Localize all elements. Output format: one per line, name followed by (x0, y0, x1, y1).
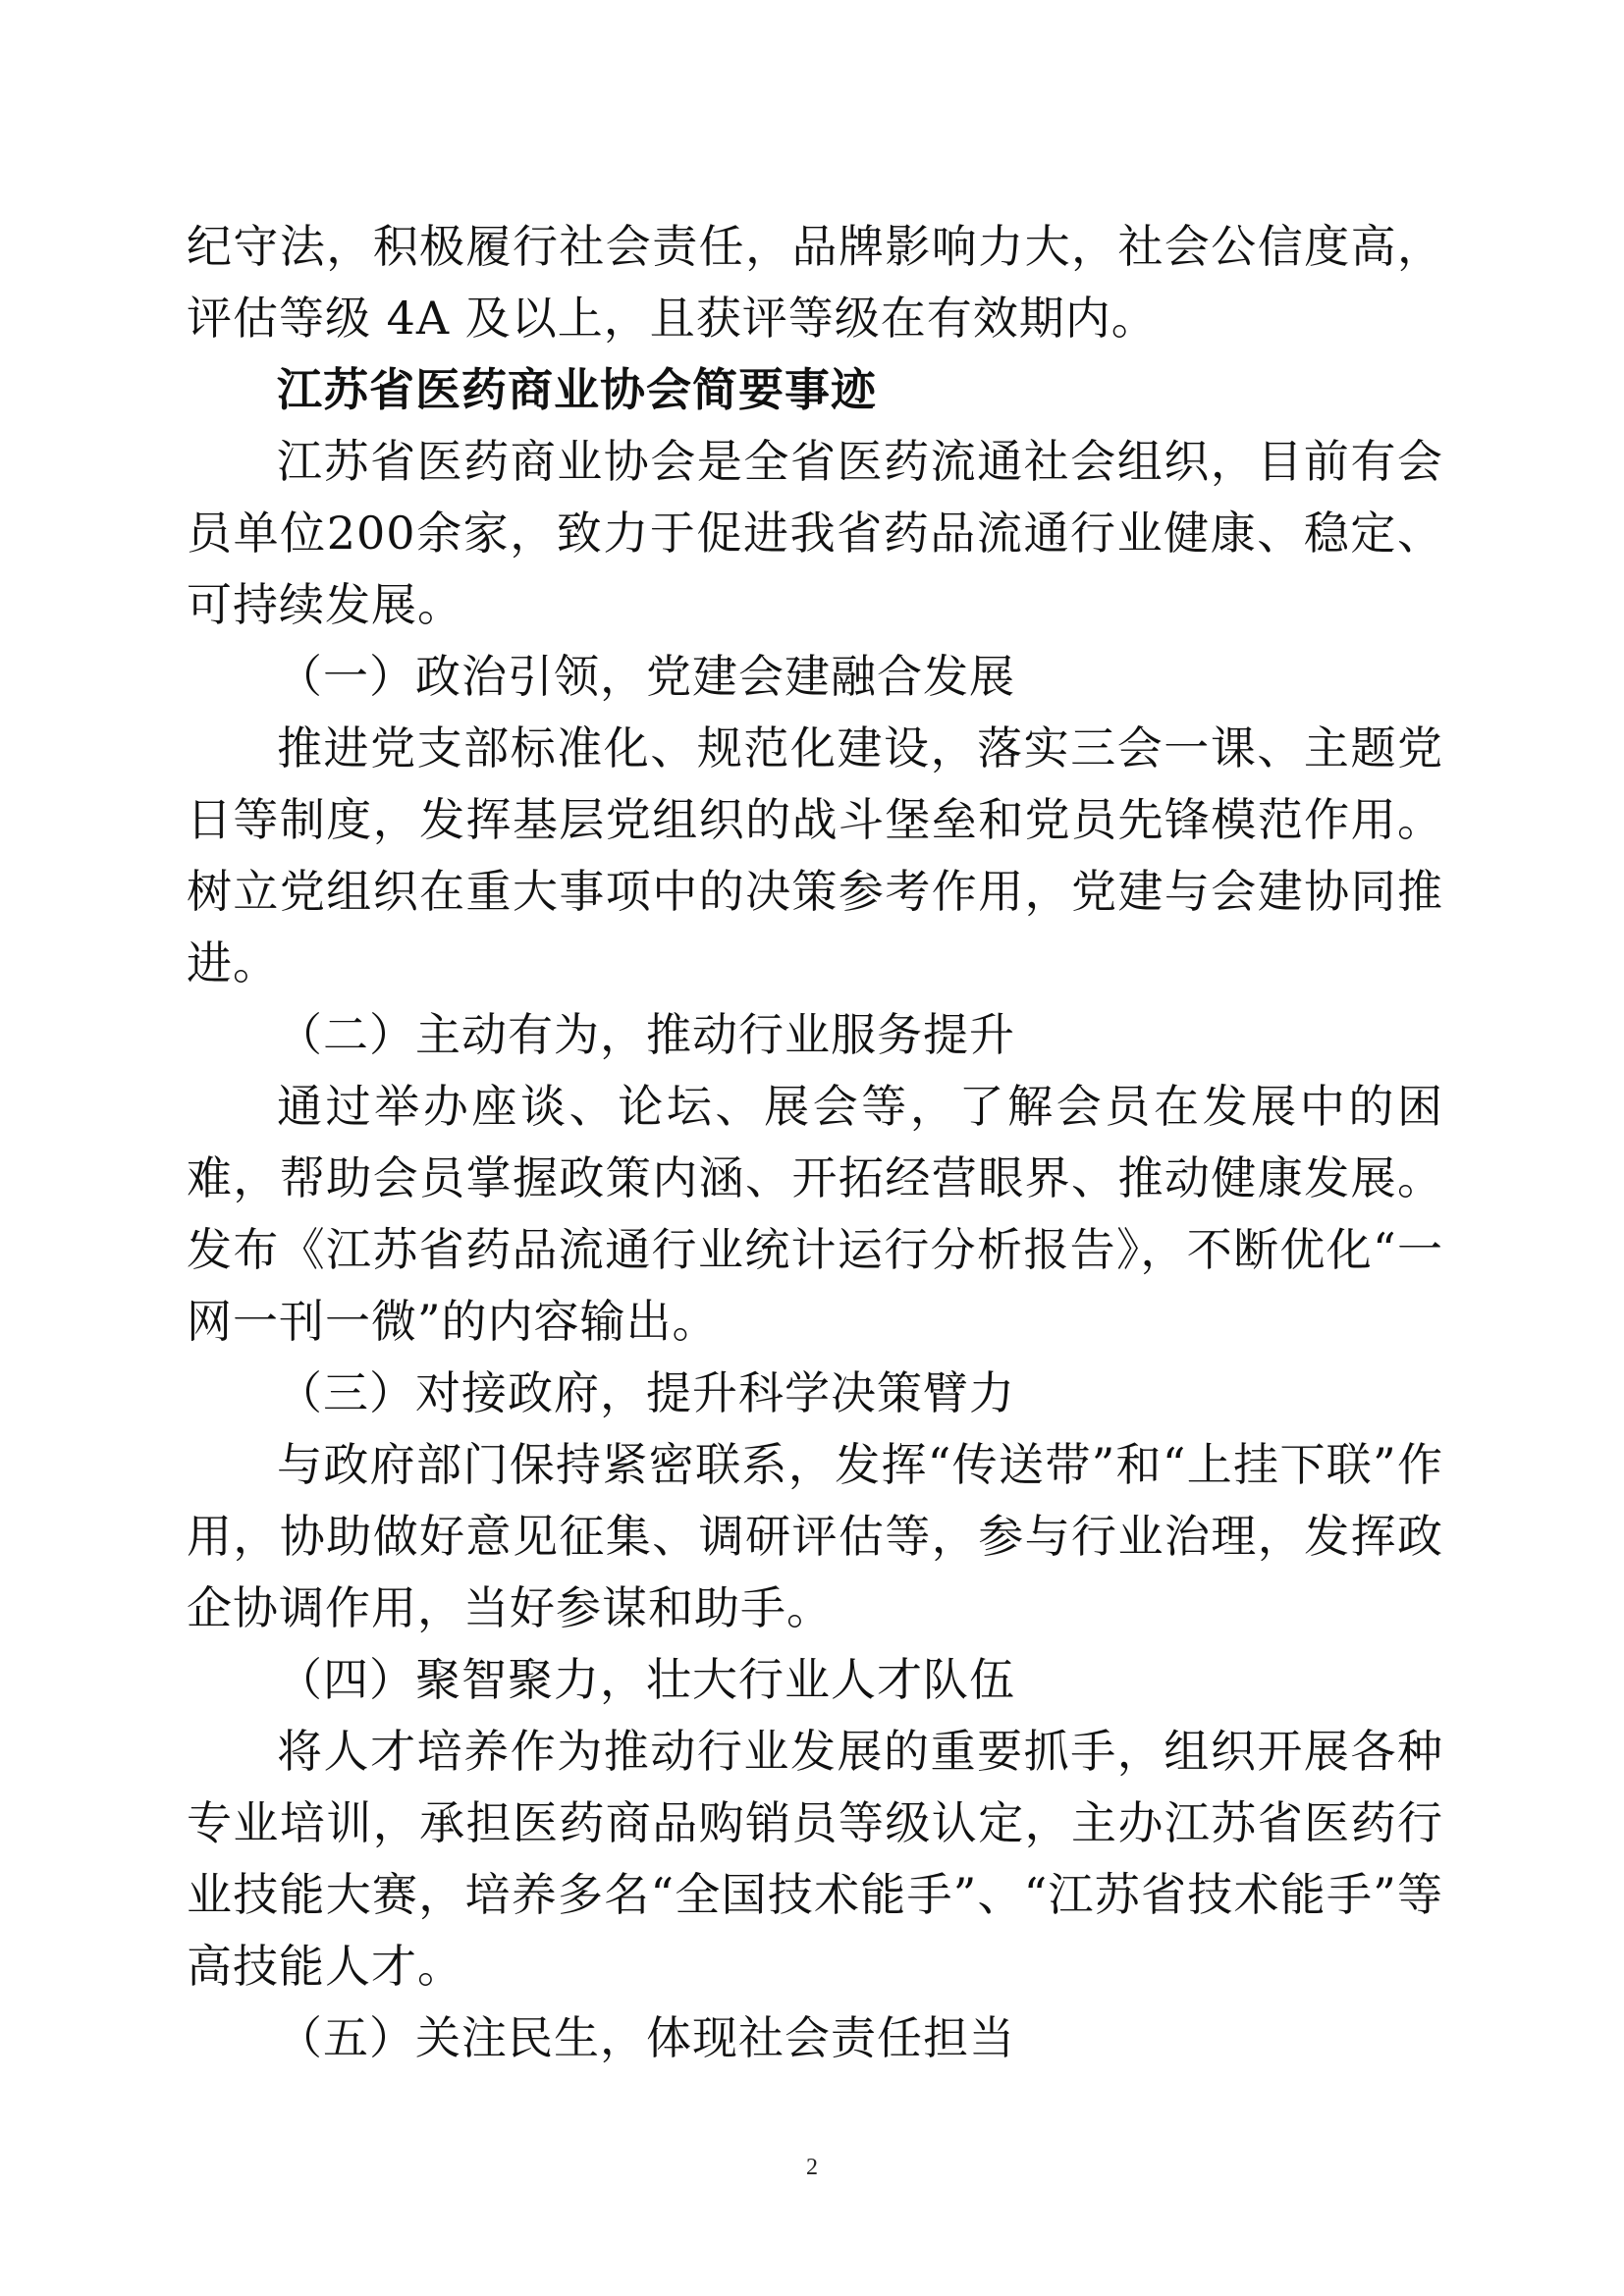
subsection-heading: （四）聚智聚力，壮大行业人才队伍 (277, 1653, 1015, 1706)
subsection-heading: （二）主动有为，推动行业服务提升 (277, 1008, 1015, 1061)
subsection-heading: （三）对接政府，提升科学决策臂力 (277, 1366, 1015, 1419)
paragraph-continued: 纪守法，积极履行社会责任，品牌影响力大，社会公信度高，评估等级 4A 及以上，且获评等级在有效期内。 (187, 220, 1443, 345)
paragraph: 江苏省医药商业协会是全省医药流通社会组织，目前有会员单位200余家，致力于促进我省药品流通行业健康、稳定、可持续发展。 (187, 435, 1443, 631)
paragraph: 将人才培养作为推动行业发展的重要抓手，组织开展各种专业培训，承担医药商品购销员等级认定，主办江苏省医药行业技能大赛，培养多名“全国技术能手”、“江苏省技术能手”等高技能人才。 (187, 1725, 1443, 1993)
section-title: 江苏省医药商业协会简要事迹 (277, 363, 877, 416)
paragraph: 推进党支部标准化、规范化建设，落实三会一课、主题党日等制度，发挥基层党组织的战斗堡垒和党员先锋模范作用。树立党组织在重大事项中的决策参考作用，党建与会建协同推进。 (187, 721, 1443, 989)
document-body (187, 211, 1443, 2074)
page-number: 2 (806, 2155, 818, 2180)
subsection-heading: （五）关注民生，体现社会责任担当 (277, 2011, 1015, 2064)
paragraph: 与政府部门保持紧密联系，发挥“传送带”和“上挂下联”作用，协助做好意见征集、调研评估等，参与行业治理，发挥政企协调作用，当好参谋和助手。 (187, 1438, 1443, 1634)
paragraph: 通过举办座谈、论坛、展会等，了解会员在发展中的困难，帮助会员掌握政策内涵、开拓经营眼界、推动健康发展。发布《江苏省药品流通行业统计运行分析报告》，不断优化“一网一刊一微”的内容输出。 (187, 1080, 1443, 1348)
subsection-heading: （一）政治引领，党建会建融合发展 (277, 650, 1015, 703)
